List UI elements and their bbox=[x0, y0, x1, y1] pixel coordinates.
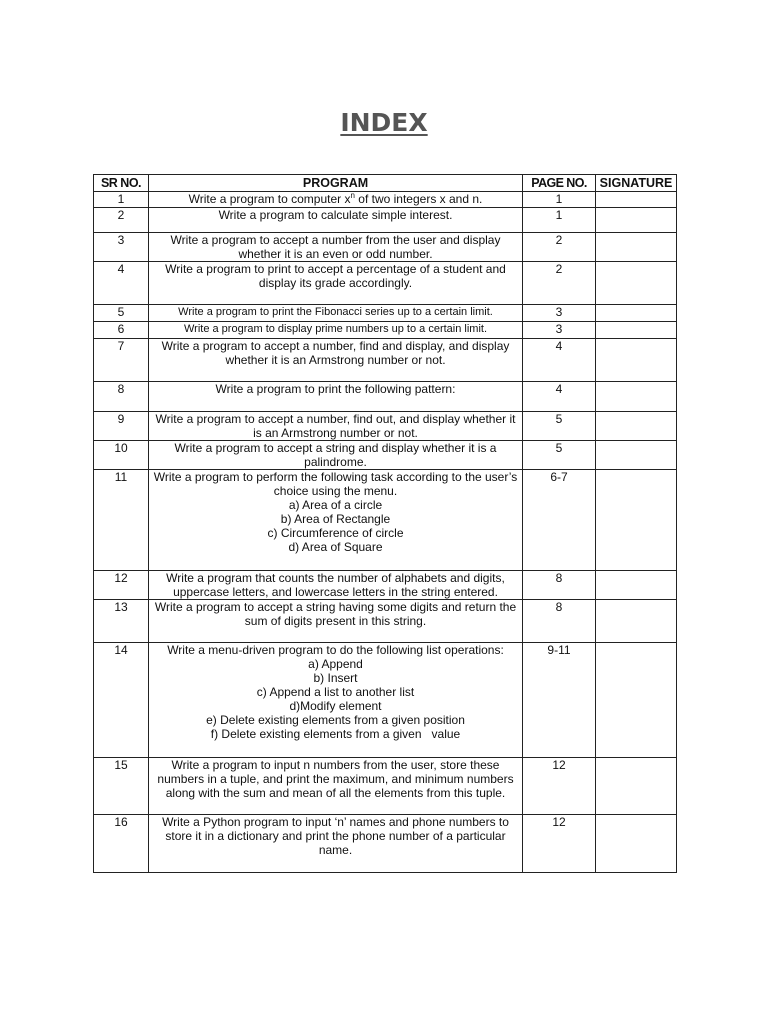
signature-cell bbox=[596, 339, 677, 382]
signature-cell bbox=[596, 262, 677, 305]
program-text: Write a menu-driven program to do the following list operations: bbox=[167, 643, 504, 657]
program-cell: Write a program to accept a number, find out, and display whether it is an Armstrong number or not. bbox=[149, 412, 523, 441]
sr-no-cell: 2 bbox=[94, 208, 149, 233]
page-no-cell: 1 bbox=[523, 208, 596, 233]
sr-no-cell: 16 bbox=[94, 815, 149, 873]
program-cell: Write a program to calculate simple interest. bbox=[149, 208, 523, 233]
table-row bbox=[94, 643, 677, 758]
sr-no-cell: 1 bbox=[94, 192, 149, 208]
index-table bbox=[93, 174, 677, 873]
page-no-cell: 5 bbox=[523, 441, 596, 470]
table-row bbox=[94, 758, 677, 815]
signature-cell bbox=[596, 412, 677, 441]
page-no-cell: 9-11 bbox=[523, 643, 596, 758]
sr-no-cell: 3 bbox=[94, 233, 149, 262]
table-row bbox=[94, 382, 677, 412]
page-no-cell: 3 bbox=[523, 305, 596, 322]
signature-cell bbox=[596, 643, 677, 758]
table-row bbox=[94, 305, 677, 322]
sr-no-cell: 5 bbox=[94, 305, 149, 322]
sr-no-cell: 7 bbox=[94, 339, 149, 382]
sr-no-cell: 4 bbox=[94, 262, 149, 305]
menu-option: a) Append bbox=[308, 657, 363, 671]
sr-no-cell: 8 bbox=[94, 382, 149, 412]
table-row bbox=[94, 815, 677, 873]
page-no-cell: 2 bbox=[523, 262, 596, 305]
program-cell: Write a program to accept a string and display whether it is a palindrome. bbox=[149, 441, 523, 470]
header-page-no: PAGE NO. bbox=[523, 175, 596, 192]
page-no-cell: 4 bbox=[523, 382, 596, 412]
table-row bbox=[94, 571, 677, 600]
page-no-cell: 12 bbox=[523, 758, 596, 815]
program-cell: Write a program to print the following pattern: bbox=[149, 382, 523, 412]
header-row bbox=[94, 175, 677, 192]
page-no-cell: 8 bbox=[523, 571, 596, 600]
signature-cell bbox=[596, 382, 677, 412]
menu-option: b) Insert bbox=[313, 671, 358, 685]
program-cell bbox=[149, 192, 523, 208]
page-no-cell: 8 bbox=[523, 600, 596, 643]
program-cell: Write a program to accept a string having some digits and return the sum of digits present in this string. bbox=[149, 600, 523, 643]
sr-no-cell: 6 bbox=[94, 322, 149, 339]
program-cell bbox=[149, 643, 523, 758]
sr-no-cell: 10 bbox=[94, 441, 149, 470]
table-row bbox=[94, 262, 677, 305]
page-no-cell: 2 bbox=[523, 233, 596, 262]
program-cell: Write a program to accept a number from the user and display whether it is an even or odd number. bbox=[149, 233, 523, 262]
program-text-cont: of two integers x and n. bbox=[354, 192, 483, 206]
program-cell: Write a program to accept a number, find and display, and display whether it is an Armstrong number or not. bbox=[149, 339, 523, 382]
menu-option: d)Modify element bbox=[289, 699, 382, 713]
signature-cell bbox=[596, 305, 677, 322]
page-no-cell: 12 bbox=[523, 815, 596, 873]
table-row bbox=[94, 339, 677, 382]
sr-no-cell: 12 bbox=[94, 571, 149, 600]
menu-option: e) Delete existing elements from a given position bbox=[206, 713, 465, 727]
table-row bbox=[94, 412, 677, 441]
program-cell: Write a program to print the Fibonacci series up to a certain limit. bbox=[149, 305, 523, 322]
sr-no-cell: 11 bbox=[94, 470, 149, 571]
signature-cell bbox=[596, 192, 677, 208]
header-program: PROGRAM bbox=[149, 175, 523, 192]
page-title: INDEX bbox=[340, 108, 428, 137]
page-no-cell: 1 bbox=[523, 192, 596, 208]
signature-cell bbox=[596, 233, 677, 262]
table-row bbox=[94, 600, 677, 643]
table-row bbox=[94, 470, 677, 571]
menu-option: c) Circumference of circle bbox=[267, 526, 404, 540]
table-row bbox=[94, 441, 677, 470]
program-text: Write a program to computer x bbox=[188, 192, 351, 206]
program-cell: Write a program to input n numbers from the user, store these numbers in a tuple, and print the maximum, and minimum numbers along with the sum and mean of all the elements from this tuple. bbox=[149, 758, 523, 815]
header-sr-no: SR NO. bbox=[94, 175, 149, 192]
signature-cell bbox=[596, 600, 677, 643]
program-cell: Write a program that counts the number of alphabets and digits, uppercase letters, and lowercase letters in the string entered. bbox=[149, 571, 523, 600]
signature-cell bbox=[596, 571, 677, 600]
menu-option: c) Append a list to another list bbox=[256, 685, 415, 699]
sr-no-cell: 14 bbox=[94, 643, 149, 758]
page-no-cell: 6-7 bbox=[523, 470, 596, 571]
sr-no-cell: 15 bbox=[94, 758, 149, 815]
signature-cell bbox=[596, 322, 677, 339]
program-cell: Write a program to print to accept a percentage of a student and display its grade accordingly. bbox=[149, 262, 523, 305]
menu-option: f) Delete existing elements from a given value bbox=[210, 727, 461, 741]
program-cell: Write a program to display prime numbers up to a certain limit. bbox=[149, 322, 523, 339]
signature-cell bbox=[596, 470, 677, 571]
program-text: Write a program to perform the following task according to the user’s choice using the menu. bbox=[153, 470, 518, 498]
sr-no-cell: 13 bbox=[94, 600, 149, 643]
program-cell bbox=[149, 470, 523, 571]
signature-cell bbox=[596, 758, 677, 815]
page-no-cell: 3 bbox=[523, 322, 596, 339]
menu-option: d) Area of Square bbox=[288, 540, 383, 554]
signature-cell bbox=[596, 441, 677, 470]
sr-no-cell: 9 bbox=[94, 412, 149, 441]
page-no-cell: 4 bbox=[523, 339, 596, 382]
page-no-cell: 5 bbox=[523, 412, 596, 441]
menu-option: a) Area of a circle bbox=[288, 498, 383, 512]
menu-option: b) Area of Rectangle bbox=[280, 512, 391, 526]
superscript-n: n bbox=[350, 191, 355, 200]
table-row bbox=[94, 322, 677, 339]
signature-cell bbox=[596, 815, 677, 873]
signature-cell bbox=[596, 208, 677, 233]
table-row bbox=[94, 233, 677, 262]
table-row bbox=[94, 192, 677, 208]
table-row bbox=[94, 208, 677, 233]
header-signature: SIGNATURE bbox=[596, 175, 677, 192]
program-cell: Write a Python program to input ‘n’ names and phone numbers to store it in a dictionary and print the phone number of a particular name. bbox=[149, 815, 523, 873]
